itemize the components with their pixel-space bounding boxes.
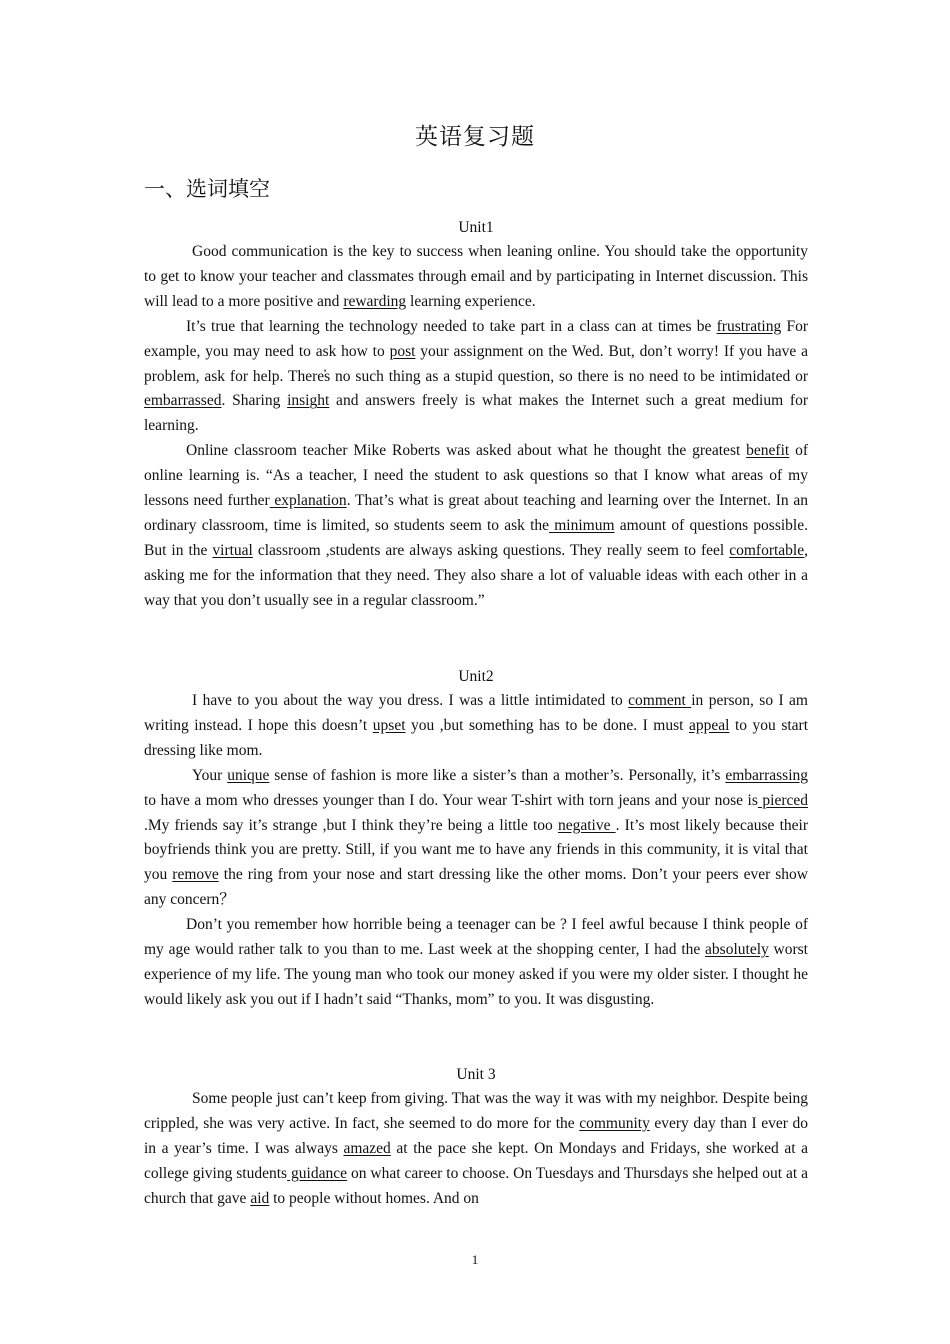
- text: For example, you may need to ask how to: [144, 317, 808, 360]
- answer-word: frustrating: [716, 317, 782, 335]
- text: worst experience of my life. The young man who took our money asked if you were my older sister. I thought he would likely ask you out if I hadn’t said “Thanks, mom” to you. It was disgusting.: [144, 941, 808, 1008]
- unit2-paragraph-2: [144, 764, 808, 913]
- unit3-paragraph-1: [144, 1087, 808, 1212]
- text: at the pace she kept. On Mondays and Fridays, she worked at a college giving students: [144, 1139, 808, 1182]
- unit1-paragraph-1: [144, 240, 808, 315]
- unit1-heading: Unit1: [458, 219, 494, 236]
- text: . That’s what is great about teaching and learning over the Internet. In an ordinary classroom, time is limited, so students seem to ask the: [144, 492, 808, 534]
- answer-word: upset: [372, 716, 406, 734]
- answer-word: rewarding: [343, 292, 407, 310]
- text: every day than I ever do in a year’s time. I was always: [144, 1114, 808, 1157]
- answer-word: appeal: [688, 716, 730, 734]
- answer-word: comfortable: [729, 541, 805, 559]
- answer-word: benefit: [746, 442, 790, 460]
- answer-word: unique: [227, 766, 270, 784]
- unit1-paragraph-3: [144, 439, 808, 613]
- text: Don’t you remember how horrible being a teenager can be ? I feel awful because I think people of my age would rather talk to you than to me. Last week at the shopping center, I had the: [144, 916, 808, 959]
- text: the ring from your nose and start dressing like the other moms. Don’t your peers ever show any concern？: [144, 866, 808, 909]
- text: Your: [192, 766, 228, 784]
- answer-word: absolutely: [705, 941, 769, 959]
- text: Good communication is the key to success when leaning online. You should take the opportunity to get to know your teacher and classmates through email and by participating in Internet discussion. This will lead to a more positive and: [144, 243, 808, 310]
- text: . Sharing: [221, 392, 288, 410]
- unit3-heading: Unit 3: [456, 1066, 496, 1083]
- text: . It’s most likely because their boyfriends think you are pretty. Still, if you want me to have any friends in this community, it is vital that you: [144, 816, 808, 884]
- document-title: 英语复习题: [415, 124, 535, 149]
- text: , asking me for the information that they need. They also share a lot of valuable ideas with each other in a way that you don’t usually see in a regular classroom.”: [144, 541, 808, 609]
- unit2-heading: Unit2: [458, 668, 494, 685]
- answer-word: negative: [557, 816, 616, 834]
- text: you ,but something has to be done. I must: [405, 716, 689, 734]
- answer-word: virtual: [212, 541, 253, 559]
- text: your assignment on the Wed. But, don’t worry! If you have a problem, ask for help. There̕s no such thing as a stupid question, so there is no need to be intimidated or: [144, 342, 808, 385]
- unit1-paragraph-2: [144, 315, 808, 440]
- answer-word: guidance: [287, 1164, 347, 1182]
- text: .My friends say it’s strange ,but I think they’re being a little too: [144, 816, 558, 834]
- text: amount of questions possible. But in the: [144, 516, 808, 559]
- answer-word: community: [579, 1114, 650, 1132]
- text: to people without homes. And on: [269, 1189, 479, 1207]
- text: Online classroom teacher Mike Roberts was asked about what he thought the greatest: [186, 442, 747, 460]
- text: Some people just can’t keep from giving. That was the way it was with my neighbor. Despite being crippled, she was very active. In fact, she seemed to do more for the: [144, 1090, 808, 1132]
- answer-word: insight: [287, 392, 330, 410]
- answer-word: minimum: [549, 516, 615, 534]
- answer-word: pierced: [757, 791, 808, 809]
- answer-word: comment: [628, 692, 692, 709]
- text: and answers freely is what makes the Internet such a great medium for learning.: [144, 392, 808, 435]
- text: learning experience.: [406, 292, 536, 310]
- text: to have a mom who dresses younger than I do. Your wear T-shirt with torn jeans and your nose is: [144, 791, 758, 809]
- text: to you start dressing like mom.: [144, 716, 809, 759]
- text: classroom ,students are always asking questions. They really seem to feel: [252, 541, 730, 559]
- answer-word: explanation: [269, 492, 347, 510]
- answer-word: aid: [250, 1189, 270, 1207]
- answer-word: embarrassed: [144, 392, 222, 410]
- text: on what career to choose. On Tuesdays and Thursdays she helped out at a church that gave: [144, 1164, 808, 1207]
- text: in person, so I am writing instead. I hope this doesn’t: [144, 692, 808, 734]
- text: It’s true that learning the technology needed to take part in a class can at times be: [186, 317, 717, 335]
- unit3-block: [144, 1062, 808, 1212]
- unit2-paragraph-1: [144, 689, 808, 764]
- section-heading: 一、选词填空: [144, 177, 270, 201]
- text: I have to you about the way you dress. I was a little intimidated to: [192, 692, 629, 709]
- answer-word: remove: [172, 866, 219, 884]
- answer-word: embarrassing: [725, 766, 808, 784]
- unit2-paragraph-3: [144, 913, 808, 1013]
- answer-word: post: [389, 342, 416, 360]
- answer-word: amazed: [343, 1139, 391, 1157]
- text: sense of fashion is more like a sister’s than a mother’s. Personally, it’s: [269, 766, 726, 784]
- text: of online learning is. “As a teacher, I need the student to ask questions so that I know what areas of my lessons need further: [144, 442, 808, 510]
- page-number: 1: [471, 1252, 479, 1267]
- unit2-block: [144, 664, 808, 1013]
- unit1-block: [144, 215, 808, 614]
